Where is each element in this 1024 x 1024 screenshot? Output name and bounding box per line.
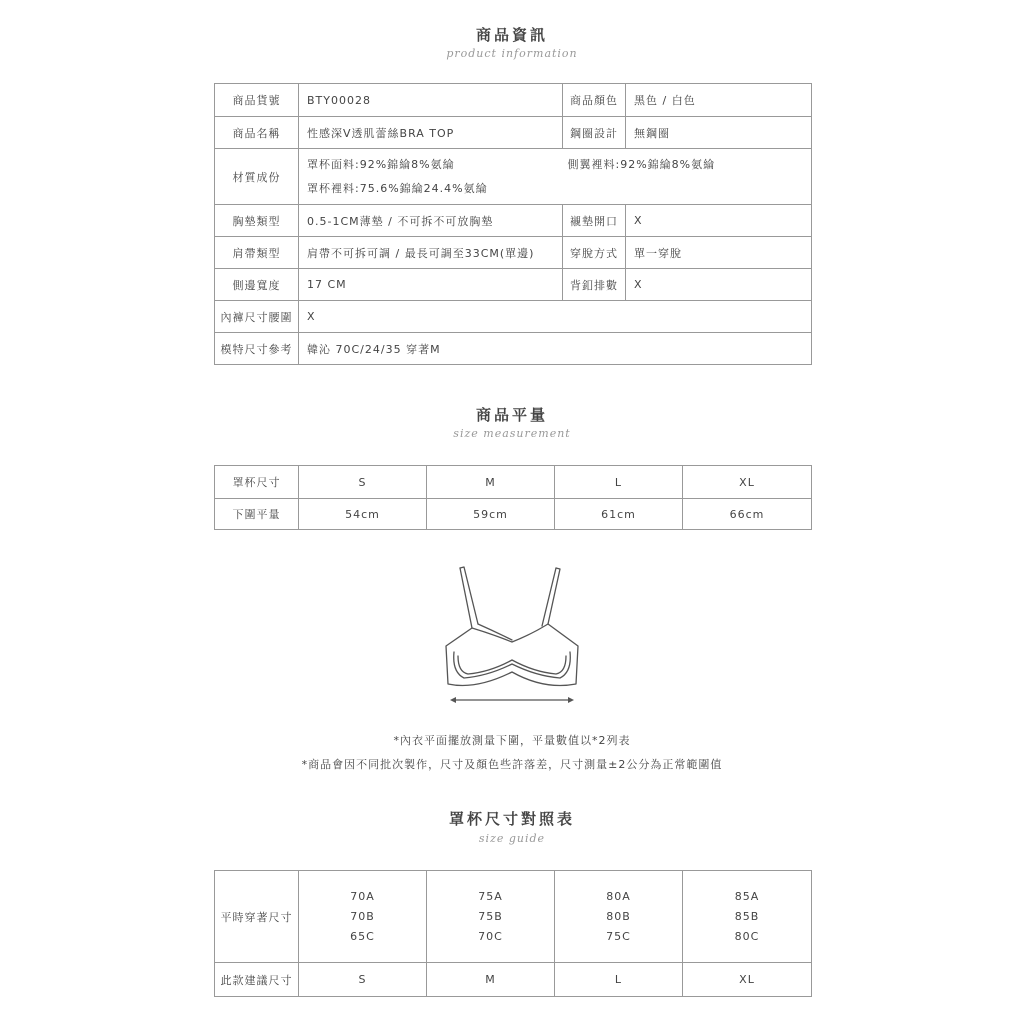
label-product-name: 商品名稱 (215, 117, 299, 149)
label-panty-waist: 內褲尺寸腰圍 (215, 301, 299, 333)
label-model-size: 模特尺寸參考 (215, 333, 299, 365)
value-model-size: 韓沁 70C/24/35 穿著M (299, 333, 812, 365)
bra-measurement-illustration (436, 560, 588, 710)
underbust-cell: 54cm (299, 499, 427, 530)
table-row (215, 301, 812, 333)
table-row (215, 871, 812, 963)
label-wear-method: 穿脫方式 (563, 237, 626, 269)
table-row (215, 963, 812, 997)
measure-title: 商品平量 (475, 406, 548, 424)
material-side: 側翼裡料:92%錦綸8%氨綸 (567, 158, 716, 171)
table-row (215, 237, 812, 269)
table-row (215, 149, 812, 205)
value-pad-type: 0.5-1CM薄墊 / 不可拆不可放胸墊 (299, 205, 563, 237)
usual-size-cell (299, 871, 427, 963)
value-material-side (563, 149, 812, 205)
table-row (215, 84, 812, 117)
size-value: 85A (734, 889, 760, 903)
table-row (215, 466, 812, 499)
suggested-size-cell: M (427, 963, 555, 997)
suggested-size-cell: L (555, 963, 683, 997)
guide-subtitle: size guide (478, 832, 546, 845)
value-color: 黑色 / 白色 (626, 84, 812, 117)
size-value: 80A (606, 889, 631, 903)
label-color: 商品顏色 (563, 84, 626, 117)
measure-table (214, 465, 812, 530)
size-value: 80B (606, 909, 631, 923)
table-row (215, 205, 812, 237)
note-line-1: *內衣平面擺放測量下圍，平量數值以*2列表 (393, 734, 631, 747)
label-wire: 鋼圈設計 (563, 117, 626, 149)
size-value: 85B (734, 909, 760, 923)
size-cell: XL (683, 466, 812, 499)
size-value: 75C (606, 929, 631, 943)
info-title: 商品資訊 (475, 26, 548, 44)
suggested-size-cell: XL (683, 963, 812, 997)
label-suggested-size: 此款建議尺寸 (215, 963, 299, 997)
label-underbust: 下圍平量 (215, 499, 299, 530)
value-strap-type: 肩帶不可拆可調 / 最長可調至33CM(單邊) (299, 237, 563, 269)
value-pad-opening: X (626, 205, 812, 237)
material-outer: 罩杯面料:92%錦綸8%氨綸 (307, 157, 455, 171)
label-item-no: 商品貨號 (215, 84, 299, 117)
size-cell: M (427, 466, 555, 499)
label-cup-size: 罩杯尺寸 (215, 466, 299, 499)
size-value: 70A (350, 889, 375, 903)
size-guide-table (214, 870, 812, 997)
measure-subtitle: size measurement (453, 427, 571, 440)
underbust-cell: 66cm (683, 499, 812, 530)
usual-size-cell (427, 871, 555, 963)
size-value: 70B (350, 909, 375, 923)
value-wear-method: 單一穿脫 (626, 237, 812, 269)
value-product-name: 性感深V透肌蕾絲BRA TOP (299, 117, 563, 149)
underbust-cell: 61cm (555, 499, 683, 530)
size-value: 65C (350, 929, 375, 943)
value-panty-waist: X (299, 301, 812, 333)
value-wire: 無鋼圈 (626, 117, 812, 149)
suggested-size-cell: S (299, 963, 427, 997)
table-row (215, 499, 812, 530)
size-value: 75B (478, 909, 503, 923)
info-table (214, 83, 812, 365)
info-subtitle: product information (446, 47, 578, 60)
label-pad-type: 胸墊類型 (215, 205, 299, 237)
label-usual-size: 平時穿著尺寸 (215, 871, 299, 963)
size-cell: S (299, 466, 427, 499)
table-row (215, 269, 812, 301)
value-hook-rows: X (626, 269, 812, 301)
value-side-width: 17 CM (299, 269, 563, 301)
table-row (215, 333, 812, 365)
material-lining: 罩杯裡料:75.6%錦綸24.4%氨綸 (307, 181, 488, 195)
label-hook-rows: 背釦排數 (563, 269, 626, 301)
table-row (215, 117, 812, 149)
value-material-cup (299, 149, 563, 205)
label-strap-type: 肩帶類型 (215, 237, 299, 269)
size-value: 75A (478, 889, 503, 903)
usual-size-cell (683, 871, 812, 963)
label-pad-opening: 襯墊開口 (563, 205, 626, 237)
label-side-width: 側邊寬度 (215, 269, 299, 301)
guide-title: 罩杯尺寸對照表 (448, 810, 575, 828)
size-value: 70C (478, 929, 503, 943)
size-cell: L (555, 466, 683, 499)
underbust-cell: 59cm (427, 499, 555, 530)
note-line-2: *商品會因不同批次製作，尺寸及顏色些許落差，尺寸測量±2公分為正常範圍值 (301, 758, 723, 771)
usual-size-cell (555, 871, 683, 963)
label-material: 材質成份 (215, 149, 299, 205)
size-value: 80C (734, 929, 760, 943)
value-item-no: BTY00028 (299, 84, 563, 117)
